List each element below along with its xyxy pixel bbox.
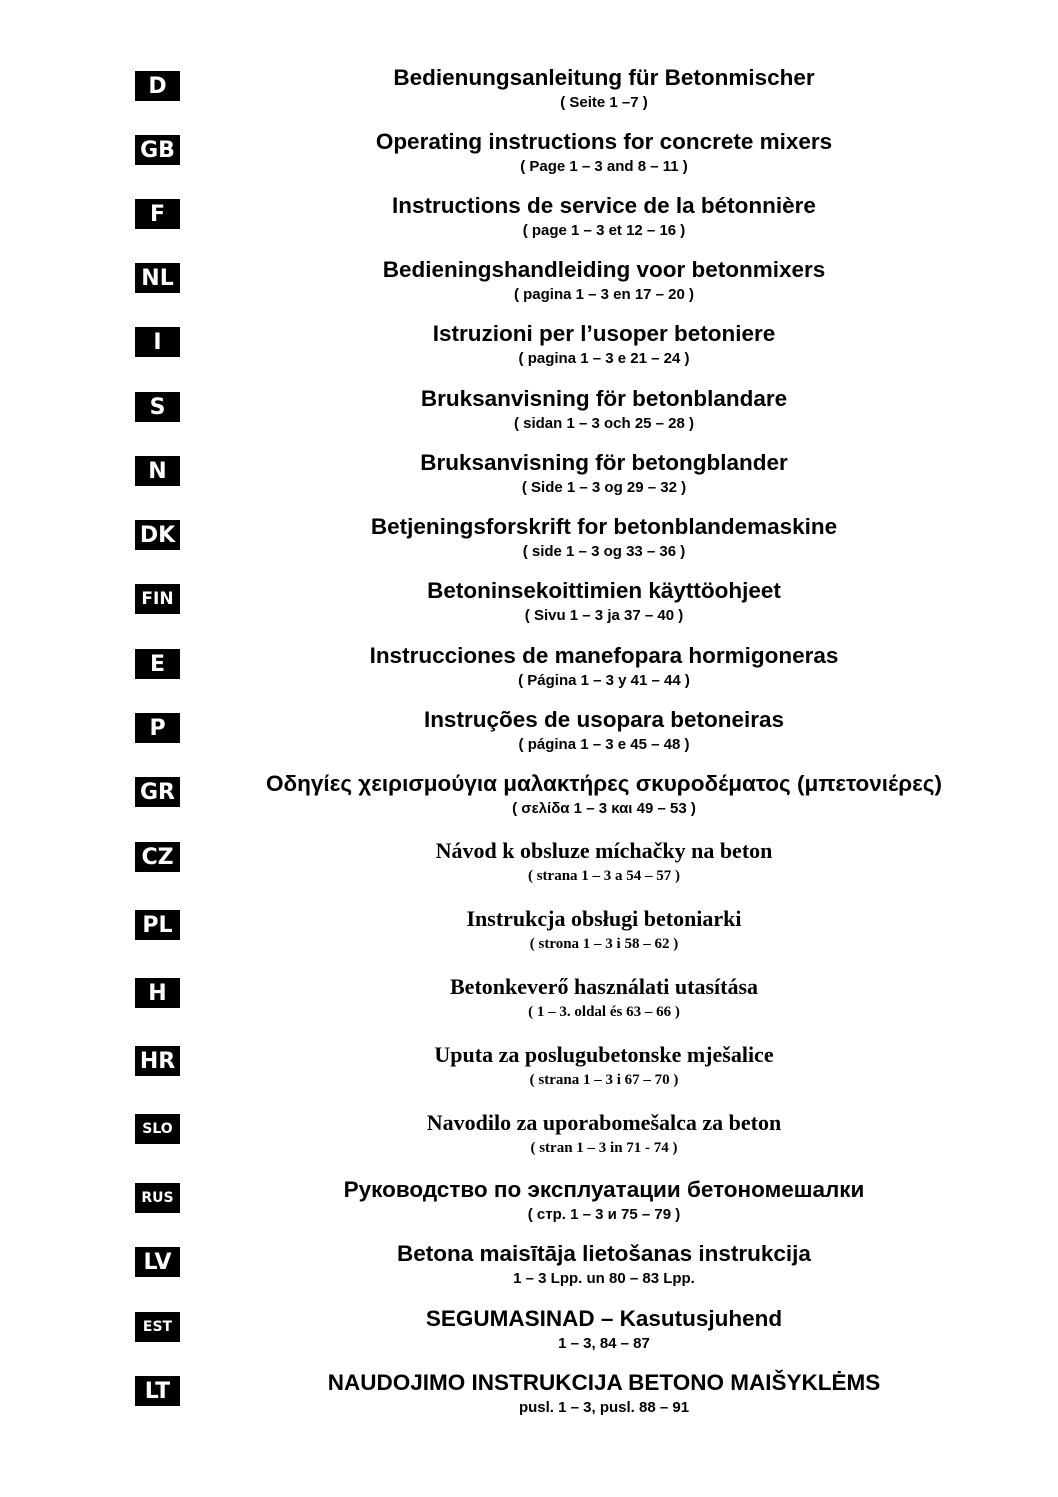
language-code-badge: S [135,392,180,422]
entry-pages: ( strona 1 – 3 i 58 – 62 ) [529,936,679,952]
language-code-badge: EST [135,1312,180,1342]
language-code-badge: RUS [135,1183,180,1213]
language-code-badge: GB [135,135,180,165]
language-code-badge: I [135,327,180,357]
entry-est [0,1306,1058,1372]
entry-title: Betona maisītāja lietošanas instrukcija [397,1241,811,1266]
entry-s [0,386,1058,452]
language-code-badge: F [135,199,180,229]
entry-title: Bruksanvisning för betongblander [420,450,788,475]
entry-lt [0,1370,1058,1436]
entry-pages: ( стр. 1 – 3 и 75 – 79 ) [527,1206,681,1223]
entry-f [0,193,1058,259]
entry-title: Bedieningshandleiding voor betonmixers [382,257,826,282]
entry-title: Betjeningsforskrift for betonblandemaskine [370,514,838,539]
entry-title: Istruzioni per l’usoper betoniere [432,321,776,346]
entry-pages: ( Side 1 – 3 og 29 – 32 ) [521,479,687,496]
entry-pages: ( página 1 – 3 e 45 – 48 ) [518,736,690,753]
entry-n [0,450,1058,516]
entry-title: Betonkeverő használati utasítása [450,974,758,999]
entry-pages: ( pagina 1 – 3 e 21 – 24 ) [518,350,690,367]
entry-title: Instrucciones de manefopara hormigoneras [369,643,839,668]
language-code-badge: D [135,71,180,101]
entry-fin [0,578,1058,644]
entry-gr [0,771,1058,837]
entry-e [0,643,1058,709]
entry-pages: ( Page 1 – 3 and 8 – 11 ) [520,158,688,175]
entry-pages: ( σελίδα 1 – 3 και 49 – 53 ) [512,800,696,817]
entry-title: Betoninsekoittimien käyttöohjeet [427,578,781,603]
entry-dk [0,514,1058,580]
language-code-badge: P [135,713,180,743]
language-code-badge: E [135,649,180,679]
entry-pages: ( Página 1 – 3 y 41 – 44 ) [518,672,690,689]
entry-i [0,321,1058,387]
language-code-badge: N [135,456,180,486]
entry-pages: 1 – 3 Lpp. un 80 – 83 Lpp. [513,1270,695,1287]
language-code-badge: LT [135,1376,180,1406]
entry-pages: ( Seite 1 –7 ) [560,94,648,111]
language-code-badge: LV [135,1247,180,1277]
language-code-badge: H [135,978,180,1008]
entry-gb [0,129,1058,195]
language-code-badge: NL [135,263,180,293]
entry-title: Uputa za poslugubetonske mješalice [434,1042,774,1067]
entry-title: NAUDOJIMO INSTRUKCIJA BETONO MAIŠYKLĖMS [327,1370,881,1395]
entry-de [0,65,1058,131]
language-code-badge: PL [135,910,180,940]
entry-pl [0,906,1058,970]
entry-title: Οδηγίες χειρισμούγια μαλακτήρες σκυροδέματος (μπετονιέρες) [266,771,942,796]
entry-title: Руководство по эксплуатации бетономешалки [343,1177,865,1202]
entry-pages: pusl. 1 – 3, pusl. 88 – 91 [518,1399,690,1416]
entry-h [0,974,1058,1038]
language-code-badge: FIN [135,584,180,614]
language-code-badge: GR [135,777,180,807]
entry-pages: ( strana 1 – 3 i 67 – 70 ) [529,1072,679,1088]
language-code-badge: SLO [135,1114,180,1144]
entry-cz [0,838,1058,902]
entry-title: Bedienungsanleitung für Betonmischer [393,65,815,90]
entry-title: SEGUMASINAD – Kasutusjuhend [425,1306,783,1331]
entry-nl [0,257,1058,323]
language-code-badge: DK [135,520,180,550]
entry-pages: ( page 1 – 3 et 12 – 16 ) [522,222,686,239]
entry-slo [0,1110,1058,1174]
entry-pages: ( pagina 1 – 3 en 17 – 20 ) [513,286,695,303]
entry-title: Instruções de usopara betoneiras [423,707,785,732]
entry-pages: ( strana 1 – 3 a 54 – 57 ) [527,868,681,884]
entry-title: Navodilo za uporabomešalca za beton [426,1110,782,1135]
entry-pages: ( sidan 1 – 3 och 25 – 28 ) [513,415,695,432]
entry-title: Návod k obsluze míchačky na beton [435,838,773,863]
entry-title: Instructions de service de la bétonnière [392,193,816,218]
entry-pages: ( 1 – 3. oldal és 63 – 66 ) [528,1004,680,1020]
entry-pages: ( side 1 – 3 og 33 – 36 ) [522,543,686,560]
entry-pages: ( stran 1 – 3 in 71 - 74 ) [530,1140,678,1156]
entry-pages: ( Sivu 1 – 3 ja 37 – 40 ) [524,607,684,624]
entry-title: Instrukcja obsługi betoniarki [466,906,742,931]
language-code-badge: HR [135,1046,180,1076]
entry-pages: 1 – 3, 84 – 87 [558,1335,650,1352]
entry-rus [0,1177,1058,1243]
entry-title: Operating instructions for concrete mixers [375,129,833,154]
language-code-badge: CZ [135,842,180,872]
entry-title: Bruksanvisning för betonblandare [420,386,788,411]
entry-p [0,707,1058,773]
entry-hr [0,1042,1058,1106]
entry-lv [0,1241,1058,1307]
